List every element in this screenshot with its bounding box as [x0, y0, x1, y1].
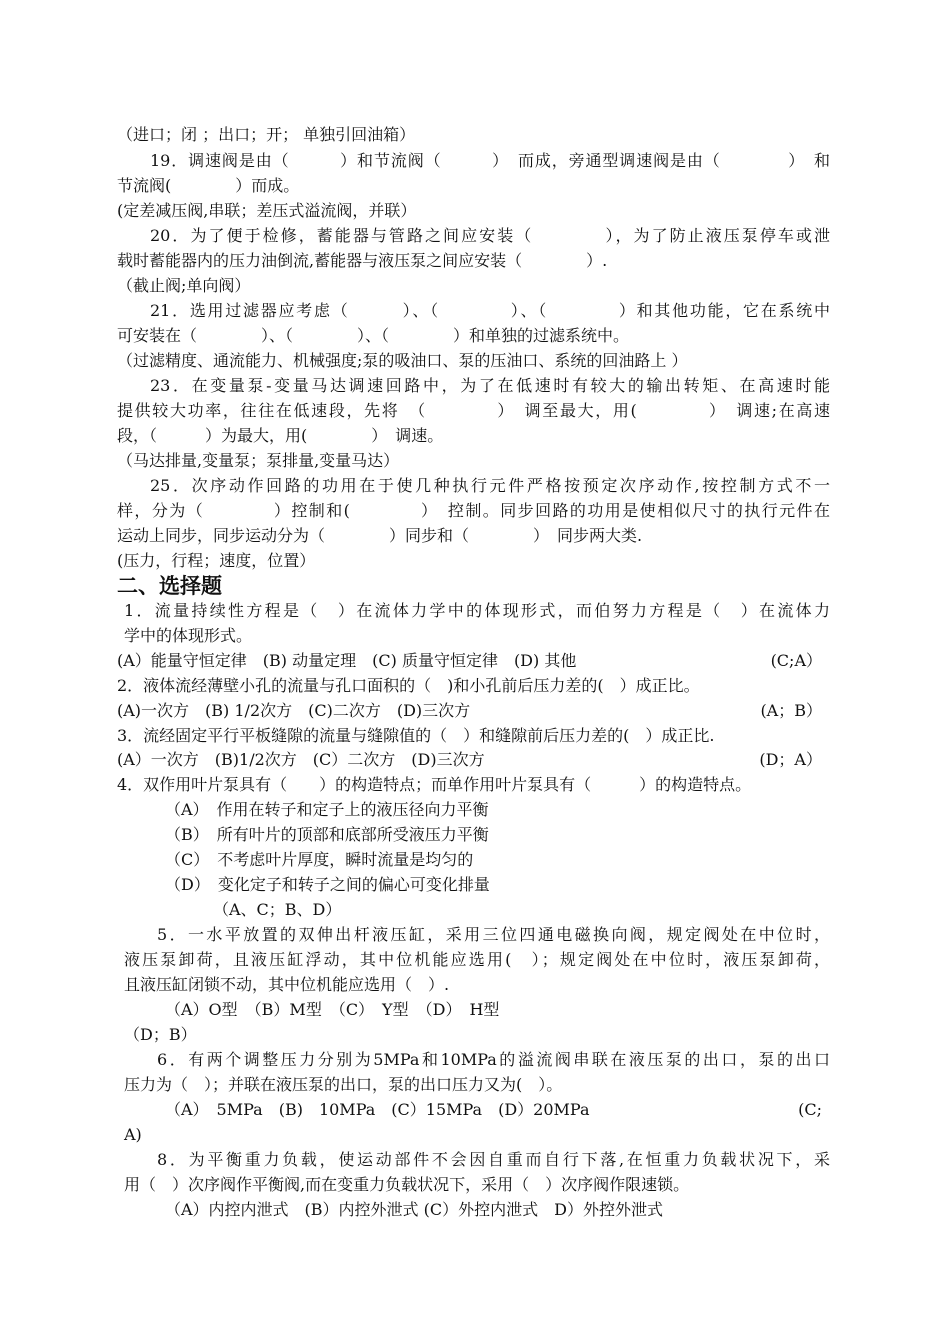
question-23-line3: 段，（ ）为最大，用( ） 调速。 [117, 426, 444, 445]
choice-6-line2: 压力为（ ）；并联在液压泵的出口，泵的出口压力又为( ）。 [124, 1075, 563, 1094]
choice-8-options: （A）内控内泄式 (B）内控外泄式 (C）外控内泄式 D）外控外泄式 [165, 1200, 663, 1219]
question-25-line1: 25．次序动作回路的功用在于使几种执行元件严格按预定次序动作,按控制方式不一 [150, 476, 830, 495]
answer-23: （马达排量,变量泵；泵排量,变量马达） [117, 451, 400, 470]
choice-2-answer: (A；B） [760, 701, 822, 720]
choice-5-options: （A）O型 （B）M型 （C） Y型 （D） H型 [165, 1000, 500, 1019]
choice-4-option-c: （C） 不考虑叶片厚度，瞬时流量是均匀的 [165, 850, 474, 869]
choice-8-line2: 用（ ）次序阀作平衡阀,而在变重力负载状况下，采用（ ）次序阀作限速锁。 [124, 1175, 690, 1194]
choice-5-answer: （D；B） [124, 1025, 197, 1044]
answer-prev: （进口；闭 ；出口；开； 单独引回油箱） [117, 125, 416, 144]
choice-6-answer-part2: A) [124, 1125, 142, 1144]
choice-3-line1: 3．流经固定平行平板缝隙的流量与缝隙值的（ ）和缝隙前后压力差的( ）成正比. [117, 726, 715, 745]
choice-5-line3: 且液压缸闭锁不动，其中位机能应选用（ ）. [124, 975, 450, 994]
choice-6-line1: 6．有两个调整压力分别为5MPa和10MPa的溢流阀串联在液压泵的出口，泵的出口 [157, 1050, 830, 1069]
choice-3-answer: (D；A） [759, 750, 822, 769]
choice-1-line2: 学中的体现形式。 [124, 626, 253, 645]
question-23-line1: 23．在变量泵-变量马达调速回路中，为了在低速时有较大的输出转矩、在高速时能 [150, 376, 830, 395]
choice-8-line1: 8．为平衡重力负载，使运动部件不会因自重而自行下落,在恒重力负载状况下，采 [157, 1150, 830, 1169]
question-20-line2: 载时蓄能器内的压力油倒流,蓄能器与液压泵之间应安装（ ）. [117, 251, 608, 270]
answer-21: （过滤精度、通流能力、机械强度;泵的吸油口、泵的压油口、系统的回油路上 ） [117, 351, 688, 370]
choice-2-options: (A)一次方 (B) 1/2次方 (C)二次方 (D)三次方 [117, 701, 471, 720]
section-title: 二、选择题 [117, 574, 222, 598]
choice-4-option-b: （B） 所有叶片的顶部和底部所受液压力平衡 [165, 825, 489, 844]
answer-19: (定差减压阀,串联；差压式溢流阀，并联） [117, 201, 417, 220]
choice-1-line1: 1．流量持续性方程是（ ）在流体力学中的体现形式，而伯努力方程是（ ）在流体力 [124, 601, 830, 620]
choice-6-answer-part1: (C; [798, 1100, 822, 1119]
question-19-line2: 节流阀( ）而成。 [117, 176, 300, 195]
question-23-line2: 提供较大功率，往往在低速段，先将 （ ） 调至最大，用( ） 调速;在高速 [117, 401, 830, 420]
question-21-line2: 可安装在（ ）、（ ）、（ ）和单独的过滤系统中。 [117, 326, 630, 345]
choice-5-line1: 5．一水平放置的双伸出杆液压缸，采用三位四通电磁换向阀，规定阀处在中位时， [157, 925, 830, 944]
question-25-line3: 运动上同步，同步运动分为（ ）同步和（ ） 同步两大类. [117, 526, 643, 545]
question-21-line1: 21．选用过滤器应考虑（ ）、（ ）、（ ）和其他功能，它在系统中 [150, 301, 830, 320]
answer-25: (压力，行程；速度，位置） [117, 551, 316, 570]
choice-5-line2: 液压泵卸荷，且液压缸浮动，其中位机能应选用( ）；规定阀处在中位时，液压泵卸荷， [124, 950, 830, 969]
choice-3-options: (A）一次方 (B)1/2次方 (C）二次方 (D)三次方 [117, 750, 485, 769]
choice-4-option-d: （D） 变化定子和转子之间的偏心可变化排量 [165, 875, 490, 894]
answer-20: （截止阀;单向阀） [117, 276, 251, 295]
question-25-line2: 样，分为（ ）控制和( ） 控制。同步回路的功用是使相似尺寸的执行元件在 [117, 501, 830, 520]
choice-1-options: (A）能量守恒定律 (B) 动量定理 (C) 质量守恒定律 (D) 其他 [117, 651, 577, 670]
question-20-line1: 20．为了便于检修，蓄能器与管路之间应安装（ ），为了防止液压泵停车或泄 [150, 226, 830, 245]
choice-4-answer: （A、C；B、D） [213, 900, 342, 919]
question-19-line1: 19．调速阀是由（ ）和节流阀（ ） 而成，旁通型调速阀是由（ ） 和 [150, 151, 830, 170]
choice-4-line1: 4．双作用叶片泵具有（ ）的构造特点；而单作用叶片泵具有（ ）的构造特点。 [117, 775, 752, 794]
choice-1-answer: (C;A） [770, 651, 822, 670]
choice-4-option-a: （A） 作用在转子和定子上的液压径向力平衡 [165, 800, 489, 819]
choice-2-line1: 2．液体流经薄壁小孔的流量与孔口面积的（ )和小孔前后压力差的( ）成正比。 [117, 676, 700, 695]
choice-6-options: （A） 5MPa (B) 10MPa (C）15MPa (D）20MPa [165, 1100, 590, 1119]
